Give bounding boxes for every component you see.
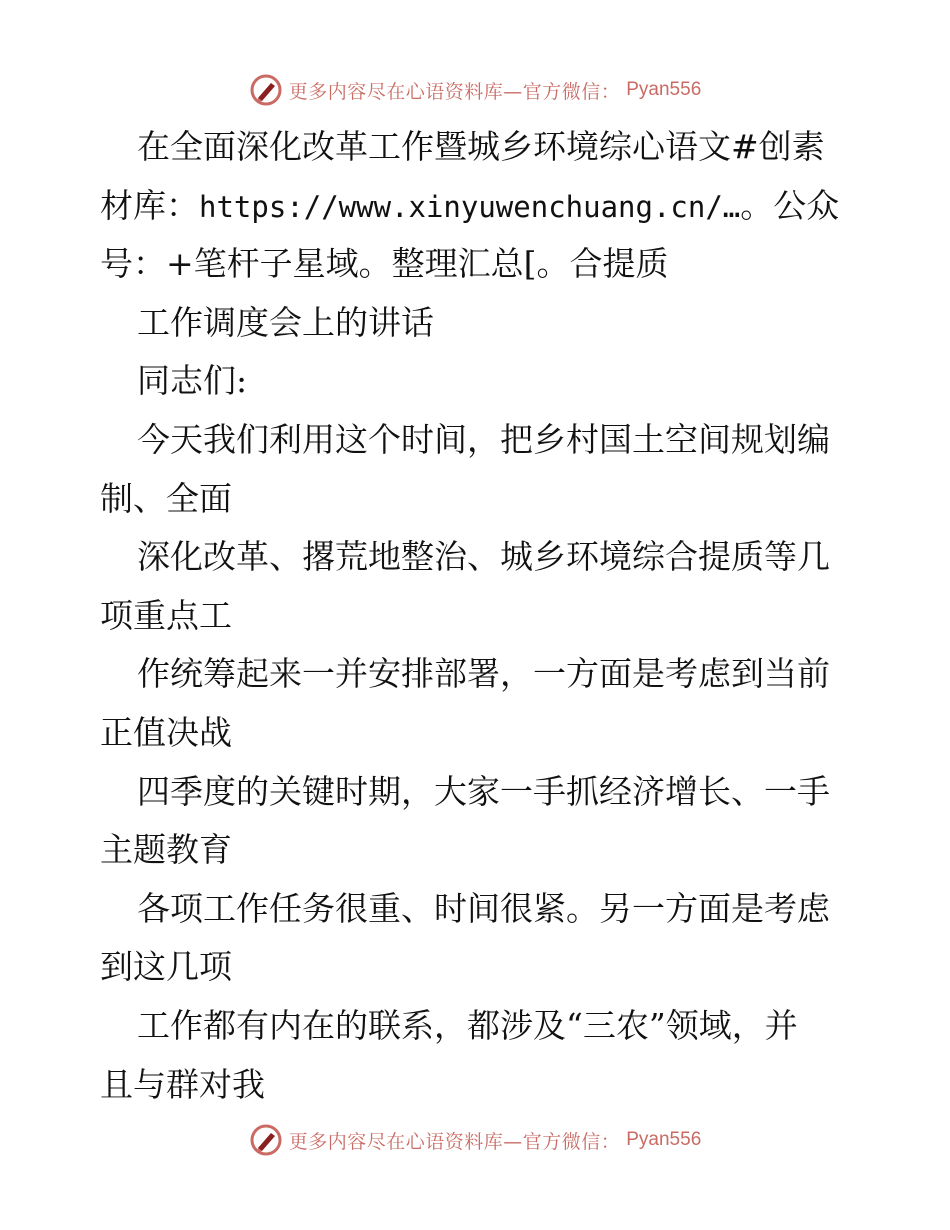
- watermark-wechat-id: Pyan556: [626, 79, 702, 100]
- header-watermark: [0, 70, 950, 110]
- document-title: 工作调度会上的讲话: [137, 302, 434, 342]
- line-text: 深化改革、撂荒地整治、城乡环境综合提质等几: [137, 537, 830, 577]
- watermark-text: 更多内容尽在心语资料库—官方微信：: [288, 1130, 621, 1153]
- line-text: 正值决战: [100, 712, 232, 752]
- text-line: [100, 1056, 852, 1115]
- text-line: [100, 645, 852, 704]
- text-line: [100, 997, 852, 1056]
- document-body: [100, 118, 852, 1114]
- line-text: 四季度的关键时期，大家一手抓经济增长、一手: [137, 771, 830, 811]
- line-text: 主题教育: [100, 830, 232, 870]
- text-line: [100, 352, 852, 411]
- text-line: [100, 763, 852, 822]
- watermark-wechat-id: Pyan556: [626, 1129, 702, 1150]
- line-text: 各项工作任务很重、时间很紧。另一方面是考虑: [137, 888, 830, 928]
- line-text: 作统筹起来一并安排部署，一方面是考虑到当前: [137, 654, 830, 694]
- url-text: https://www.xinyuwenchuang.cn/…: [199, 189, 741, 224]
- text-line: [100, 118, 852, 177]
- line-text: 在全面深化改革工作暨城乡环境综心语文#创素: [137, 127, 825, 166]
- line-text: 号：+笔杆子星域。整理汇总[。合提质: [100, 244, 669, 284]
- line-text: 工作都有内在的联系，都涉及“三农”领域，并: [137, 1005, 798, 1045]
- salutation: 同志们:: [137, 361, 248, 401]
- text-line: [100, 411, 852, 470]
- text-line: [100, 470, 852, 529]
- text-line: [100, 177, 852, 236]
- footer-watermark: [0, 1120, 950, 1160]
- text-line: [100, 587, 852, 646]
- text-line: [100, 938, 852, 997]
- line-text: 制、全面: [100, 478, 232, 518]
- line-text: 今天我们利用这个时间，把乡村国土空间规划编: [137, 419, 830, 459]
- watermark-text: 更多内容尽在心语资料库—官方微信：: [288, 80, 621, 103]
- pen-logo-icon: [249, 1123, 283, 1157]
- line-text: 材库：: [100, 185, 199, 225]
- line-text: 到这几项: [100, 947, 232, 987]
- line-text: 。公众: [740, 185, 840, 225]
- text-line: [100, 880, 852, 939]
- text-line: [100, 821, 852, 880]
- pen-logo-icon: [249, 73, 283, 107]
- text-line: [100, 235, 852, 294]
- line-text: 且与群对我: [100, 1064, 265, 1104]
- text-line: [100, 528, 852, 587]
- text-line: [100, 294, 852, 353]
- line-text: 项重点工: [100, 595, 232, 635]
- text-line: [100, 704, 852, 763]
